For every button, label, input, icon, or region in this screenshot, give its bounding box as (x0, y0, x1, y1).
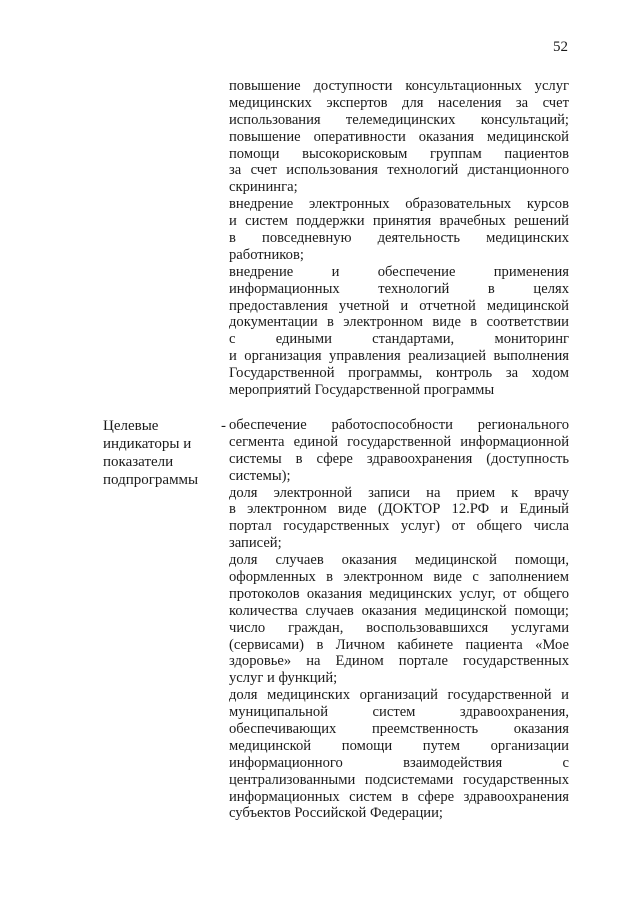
indicator-line: оформленных в электронном виде с заполнением (229, 569, 569, 586)
indicator-line: медицинской помощи путем организации (229, 737, 569, 754)
indicator-line: сегмента единой государственной информационной (229, 433, 569, 450)
indicator-line: портал государственных услуг) от общего числа (229, 518, 569, 535)
indicator-line: услуг и функций; (229, 670, 338, 687)
text-line: и систем поддержки принятия врачебных решений (229, 213, 569, 230)
text-line: Государственной программы, контроль за ходом (229, 365, 569, 382)
indicator-line: муниципальной систем здравоохранения, (229, 704, 569, 721)
target-indicators-label (103, 417, 221, 489)
text-line: информационных технологий в целях (229, 280, 569, 297)
text-line: внедрение электронных образовательных курсов (229, 196, 569, 213)
text-line: и организация управления реализацией выполнения (229, 348, 569, 365)
row-separator-dash: - (221, 418, 226, 434)
indicator-line: доля медицинских организаций государственной и (229, 687, 569, 704)
indicator-line: протоколов оказания медицинских услуг, от общего (229, 585, 569, 602)
label-line: индикаторы и (103, 436, 192, 452)
indicator-line: (сервисами) в Личном кабинете пациента «Мое (229, 636, 569, 653)
text-line: использования телемедицинских консультаций; (229, 111, 569, 128)
indicator-line: в электронном виде (ДОКТОР 12.РФ и Единый (229, 501, 569, 518)
label-line: показатели (103, 454, 174, 470)
text-line: помощи высокорисковым группам пациентов (229, 145, 569, 162)
indicator-line: число граждан, воспользовавшихся услугами (229, 619, 569, 636)
indicator-line: записей; (229, 535, 282, 552)
label-line: Целевые (103, 418, 159, 434)
text-line: в повседневную деятельность медицинских (229, 230, 569, 247)
indicator-line: доля случаев оказания медицинской помощи, (229, 552, 569, 569)
target-indicators-list (229, 417, 569, 822)
indicator-line: информационных систем в сфере здравоохранения (229, 788, 569, 805)
page-number: 52 (553, 39, 568, 55)
indicator-line: системы в сфере здравоохранения (доступность (229, 450, 569, 467)
text-line: внедрение и обеспечение применения (229, 263, 569, 280)
indicator-line: количества случаев оказания медицинской помощи; (229, 602, 569, 619)
indicator-line: системы); (229, 467, 291, 484)
text-line: с едиными стандартами, мониторинг (229, 331, 569, 348)
indicator-line: доля электронной записи на прием к врачу (229, 484, 569, 501)
text-line: повышение доступности консультационных услуг (229, 78, 569, 94)
label-line: подпрограммы (103, 472, 199, 488)
indicator-line: субъектов Российской Федерации; (229, 805, 443, 822)
indicator-line: здоровье» на Едином портале государственных (229, 653, 569, 670)
text-line: предоставления учетной и отчетной медицинской (229, 297, 569, 314)
indicator-line: обеспечение работоспособности регионального (229, 417, 569, 433)
text-line: скрининга; (229, 179, 298, 196)
text-line: за счет использования технологий дистанционного (229, 162, 569, 179)
indicator-line: централизованными подсистемами государственных (229, 771, 569, 788)
text-line: мероприятий Государственной программы (229, 382, 495, 399)
text-line: повышение оперативности оказания медицинской (229, 128, 569, 145)
program-tasks-text (229, 78, 569, 399)
text-line: медицинских экспертов для населения за счет (229, 94, 569, 111)
indicator-line: обеспечивающих преемственность оказания (229, 721, 569, 738)
text-line: документации в электронном виде в соответствии (229, 314, 569, 331)
text-line: работников; (229, 246, 304, 263)
indicator-line: информационного взаимодействия с (229, 754, 569, 771)
